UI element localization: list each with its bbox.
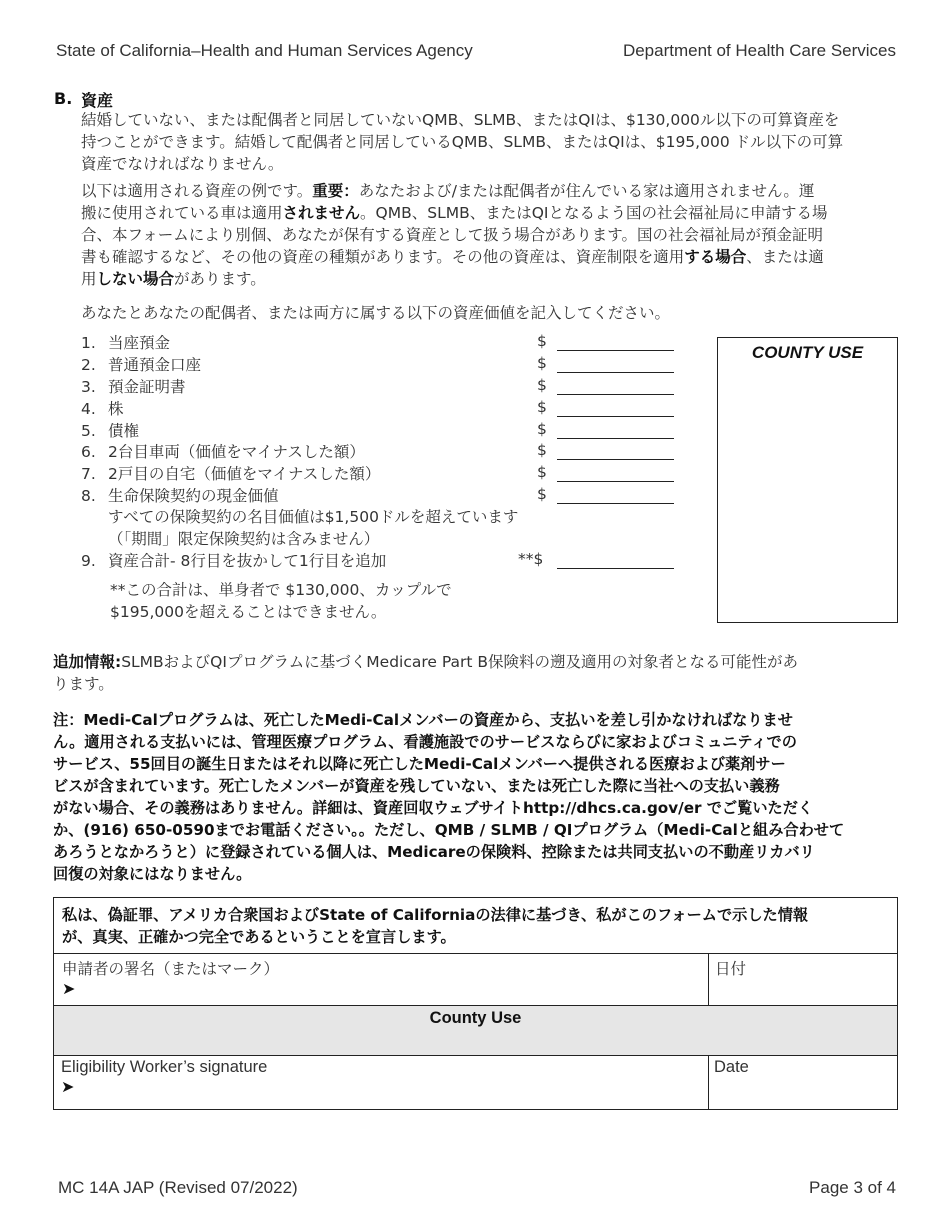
paragraph-1-line: 結婚していない、または配偶者と同居していないQMB、SLMB、またはQIは、$130,000ル以下の可算資産を	[81, 111, 840, 129]
item-8-note-line-1: すべての保険契約の名目価値は$1,500ドルを超えています	[108, 508, 519, 526]
county-use-row: County Use	[54, 1006, 897, 1056]
bold-span: 重要：	[312, 182, 359, 200]
certificate-amount-field[interactable]	[557, 394, 674, 395]
note-line: あろうとなかろうと）に登録されている個人は、Medicareの保険料、控除または共同支払いの不動産リカバリ	[53, 843, 815, 861]
text-span: があります。	[174, 270, 266, 288]
text-span: 以下は適用される資産の例です。	[81, 182, 313, 200]
county-use-box	[717, 337, 898, 623]
item-number: 5.	[81, 422, 96, 440]
note-line: 注：Medi-Calプログラムは、死亡したMedi-Calメンバーの資産から、支払いを差し引かなければなりませ	[53, 711, 793, 729]
note-line: ビスが含まれています。死亡したメンバーが資産を残していない、または死亡した際に当社への支払い義務	[53, 777, 780, 795]
item-label: 債権	[108, 422, 140, 440]
note-line: がない場合、その義務はありません。詳細は、資産回収ウェブサイトhttp://dhcs.ca.gov/er でご覧いただく	[53, 799, 814, 817]
item-number: 2.	[81, 356, 96, 374]
checking-amount-field[interactable]	[557, 350, 674, 351]
instruction-text: あなたとあなたの配偶者、または両方に属する以下の資産価値を記入してください。	[81, 304, 671, 322]
item-number: 4.	[81, 400, 96, 418]
header-agency: State of California–Health and Human Services Agency	[56, 41, 473, 60]
additional-info-label: 追加情報:	[53, 653, 122, 671]
declaration-statement	[54, 898, 897, 954]
dollar-sign: $	[537, 463, 547, 481]
declaration-line: 私は、偽証罪、アメリカ合衆国およびState of Californiaの法律に基づき、私がこのフォームで示した情報	[62, 906, 809, 924]
item-label: 2台目車両（価値をマイナスした額）	[108, 443, 365, 461]
item-number: 3.	[81, 378, 96, 396]
additional-info-text: ります。	[53, 675, 114, 693]
text-span: あなたおよび/または配偶者が住んでいる家は適用されません。運	[358, 182, 815, 200]
date-label: 日付	[715, 960, 747, 978]
paragraph-1	[81, 109, 896, 175]
asset-item-8	[81, 485, 279, 507]
item-label: 預金証明書	[108, 378, 186, 396]
asset-item-5	[81, 420, 139, 442]
asset-item-4	[81, 398, 124, 420]
applicant-signature-field[interactable]	[54, 954, 709, 1006]
life-insurance-amount-field[interactable]	[557, 503, 674, 504]
dollar-sign: $	[537, 398, 547, 416]
item-number: 8.	[81, 487, 96, 505]
county-use-title: COUNTY USE	[751, 343, 864, 362]
item-8-note-line-2: （「期間」限定保険契約は含みません）	[108, 530, 380, 548]
item-label: 株	[108, 400, 124, 418]
total-footnote-line-1: **この合計は、単身者で $130,000、カップルで	[110, 581, 452, 599]
worker-signature-label: Eligibility Worker’s signature	[61, 1058, 268, 1076]
paragraph-2	[81, 180, 896, 290]
item-number: 7.	[81, 465, 96, 483]
asset-item-9	[81, 550, 386, 572]
additional-info	[53, 651, 898, 695]
applicant-date-field[interactable]	[709, 954, 897, 1006]
note-line: 回復の対象にはなりません。	[53, 865, 252, 883]
total-footnote-line-2: $195,000を超えることはできません。	[110, 603, 387, 621]
text-span: 。QMB、SLMB、またはQIとなるよう国の社会福祉局に申請する場	[360, 204, 828, 222]
asset-item-3	[81, 376, 186, 398]
signature-table	[53, 897, 898, 1110]
note-line: ん。適用される支払いには、管理医療プログラム、看護施設でのサービスならびに家およびコミュニティでの	[53, 733, 797, 751]
section-letter: B.	[54, 89, 73, 108]
item-label: 普通預金口座	[108, 356, 202, 374]
form-id: MC 14A JAP (Revised 07/2022)	[58, 1178, 298, 1197]
item-number: 1.	[81, 334, 96, 352]
asset-item-1	[81, 332, 170, 354]
total-assets-field[interactable]	[557, 568, 674, 569]
asset-item-6	[81, 441, 365, 463]
total-dollar-sign: **$	[518, 550, 544, 568]
additional-info-text: SLMBおよびQIプログラムに基づくMedicare Part B保険料の遡及適用の対象者となる可能性があ	[121, 653, 799, 671]
second-home-amount-field[interactable]	[557, 481, 674, 482]
header-department: Department of Health Care Services	[622, 41, 896, 60]
dollar-sign: $	[537, 420, 547, 438]
bold-span: する場合	[684, 248, 747, 266]
item-number: 6.	[81, 443, 96, 461]
note-line: か、(916) 650-0590までお電話ください。。ただし、QMB / SLMB / QIプログラム（Medi-Calと組み合わせて	[53, 821, 845, 839]
worker-signature-field[interactable]	[54, 1056, 709, 1109]
item-label: 当座預金	[108, 334, 171, 352]
date-label: Date	[714, 1058, 749, 1076]
item-number: 9.	[81, 552, 96, 570]
dollar-sign: $	[537, 376, 547, 394]
paragraph-1-line: 資産でなければなりません。	[81, 155, 284, 173]
page-number: Page 3 of 4	[809, 1178, 896, 1197]
bonds-amount-field[interactable]	[557, 438, 674, 439]
estate-recovery-note	[53, 709, 903, 885]
text-span: 、または適	[746, 248, 824, 266]
second-vehicle-amount-field[interactable]	[557, 459, 674, 460]
text-span: 搬に使用されている車は適用	[81, 204, 283, 222]
item-label: 生命保険契約の現金価値	[108, 487, 279, 505]
stocks-amount-field[interactable]	[557, 416, 674, 417]
asset-item-2	[81, 354, 201, 376]
worker-date-field[interactable]	[709, 1056, 897, 1109]
text-line: 合、本フォームにより別個、あなたが保有する資産として扱う場合があります。国の社会福祉局が預金証明	[81, 226, 823, 244]
dollar-sign: $	[537, 354, 547, 372]
asset-item-7	[81, 463, 380, 485]
item-label: 資産合計- 8行目を抜かして1行目を追加	[108, 552, 387, 570]
applicant-signature-label: 申請者の署名（またはマーク）	[62, 960, 280, 978]
bold-span: しない場合	[96, 270, 175, 288]
note-line: サービス、55回目の誕生日またはそれ以降に死亡したMedi-Calメンバーへ提供される医療および薬剤サー	[53, 755, 786, 773]
declaration-line: が、真実、正確かつ完全であるということを宣言します。	[62, 928, 456, 946]
dollar-sign: $	[537, 485, 547, 503]
dollar-sign: $	[537, 441, 547, 459]
savings-amount-field[interactable]	[557, 372, 674, 373]
text-span: 用	[81, 270, 97, 288]
bold-span: されません	[282, 204, 361, 222]
text-span: 書も確認するなど、その他の資産の種類があります。その他の資産は、資産制限を適用	[81, 248, 685, 266]
item-label: 2戸目の自宅（価値をマイナスした額）	[108, 465, 381, 483]
paragraph-1-line: 持つことができます。結婚して配偶者と同居しているQMB、SLMB、またはQIは、$195,000 ドル以下の可算	[81, 133, 844, 151]
dollar-sign: $	[537, 332, 547, 350]
section-title: 資産	[81, 91, 114, 110]
arrow-icon: ➤	[61, 1079, 75, 1096]
arrow-icon: ➤	[62, 979, 76, 998]
